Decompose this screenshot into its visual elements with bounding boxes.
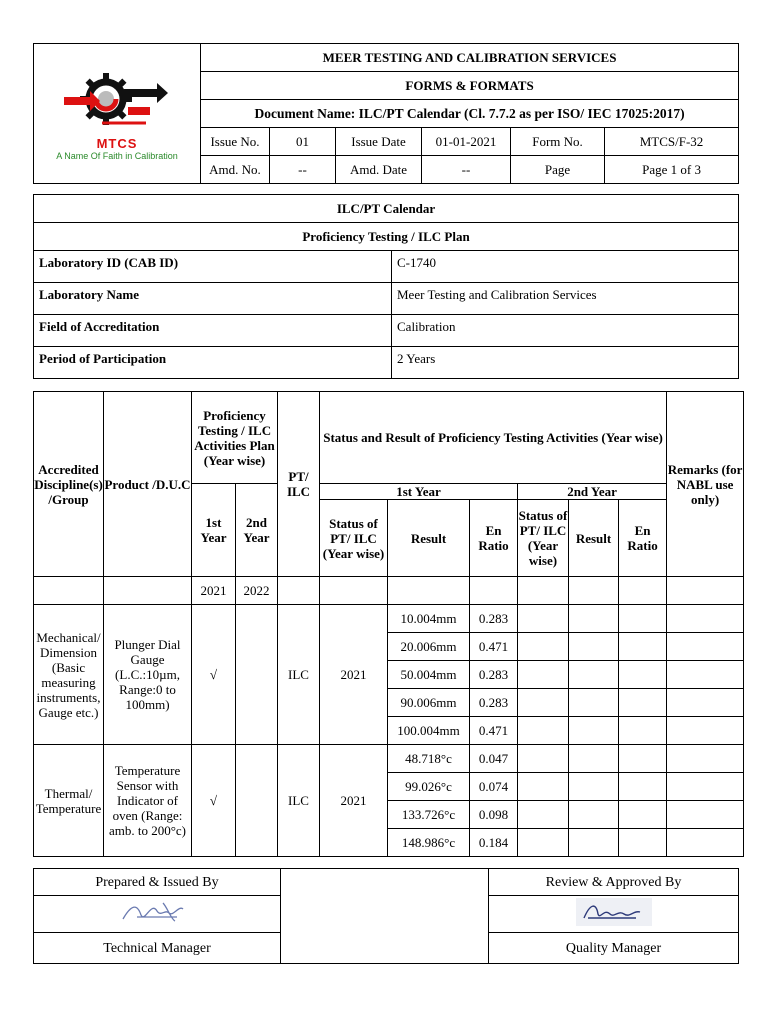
table-cell	[518, 829, 569, 857]
en-ratio-cell: 0.471	[470, 633, 518, 661]
table-cell	[619, 577, 667, 605]
pt-ilc-cell: ILC	[278, 605, 320, 745]
table-cell	[470, 577, 518, 605]
document-header	[33, 43, 739, 184]
en-ratio-cell: 0.047	[470, 745, 518, 773]
table-cell	[667, 661, 744, 689]
checkmark-icon: √	[192, 745, 236, 857]
table-cell	[518, 661, 569, 689]
reviewed-role: Quality Manager	[489, 933, 739, 964]
result-cell: 133.726°c	[388, 801, 470, 829]
discipline-cell: Thermal/ Temperature	[34, 745, 104, 857]
table-cell	[667, 689, 744, 717]
header-second-year: 2nd Year	[518, 484, 667, 500]
table-cell	[569, 829, 619, 857]
amd-no-value: --	[270, 156, 336, 184]
info-label: Period of Participation	[34, 347, 392, 379]
table-cell	[619, 829, 667, 857]
logo-tagline: A Name Of Faith in Calibration	[56, 150, 178, 161]
company-logo	[34, 44, 201, 184]
header-remarks: Remarks (for NABL use only)	[667, 392, 744, 577]
table-cell	[667, 829, 744, 857]
table-cell	[667, 745, 744, 773]
header-plan: Proficiency Testing / ILC Activities Plan (Year wise)	[192, 392, 278, 484]
amd-date-value: --	[422, 156, 511, 184]
pt-activities-table	[33, 391, 744, 857]
table-cell	[619, 801, 667, 829]
info-label: Field of Accreditation	[34, 315, 392, 347]
header-first-year: 1st Year	[320, 484, 518, 500]
table-cell	[569, 605, 619, 633]
table-cell	[619, 633, 667, 661]
table-cell	[518, 605, 569, 633]
table-cell	[236, 745, 278, 857]
header-status-result: Status and Result of Proficiency Testing Activities (Year wise)	[320, 392, 667, 484]
table-cell	[569, 773, 619, 801]
table-cell	[619, 717, 667, 745]
table-cell	[619, 605, 667, 633]
table-cell	[619, 745, 667, 773]
table-cell	[518, 577, 569, 605]
en-ratio-cell: 0.098	[470, 801, 518, 829]
table-cell	[619, 689, 667, 717]
issue-date-label: Issue Date	[336, 128, 422, 156]
table-cell	[569, 745, 619, 773]
en-ratio-cell: 0.283	[470, 661, 518, 689]
table-cell	[667, 717, 744, 745]
table-cell	[569, 717, 619, 745]
company-name: MEER TESTING AND CALIBRATION SERVICES	[201, 44, 739, 72]
document-name: Document Name: ILC/PT Calendar (Cl. 7.7.2 as per ISO/ IEC 17025:2017)	[201, 100, 739, 128]
status-cell: 2021	[320, 605, 388, 745]
result-cell: 90.006mm	[388, 689, 470, 717]
table-cell	[569, 801, 619, 829]
table-cell	[667, 605, 744, 633]
form-no-label: Form No.	[511, 128, 605, 156]
table-cell	[569, 689, 619, 717]
table-cell	[518, 745, 569, 773]
prepared-role: Technical Manager	[34, 933, 281, 964]
reviewed-label: Review & Approved By	[489, 869, 739, 896]
table-cell	[34, 577, 104, 605]
header-discipline: Accredited Discipline(s) /Group	[34, 392, 104, 577]
forms-subtitle: FORMS & FORMATS	[201, 72, 739, 100]
table-cell	[667, 801, 744, 829]
header-plan-year1: 1st Year	[192, 484, 236, 577]
info-value: Meer Testing and Calibration Services	[392, 283, 739, 315]
info-value: Calibration	[392, 315, 739, 347]
page-label: Page	[511, 156, 605, 184]
en-ratio-cell: 0.471	[470, 717, 518, 745]
prepared-label: Prepared & Issued By	[34, 869, 281, 896]
form-no-value: MTCS/F-32	[605, 128, 739, 156]
header-plan-year2: 2nd Year	[236, 484, 278, 577]
amd-date-label: Amd. Date	[336, 156, 422, 184]
page-value: Page 1 of 3	[605, 156, 739, 184]
plan-year2-value: 2022	[236, 577, 278, 605]
info-value: C-1740	[392, 251, 739, 283]
table-cell	[104, 577, 192, 605]
logo-gear-icon	[62, 67, 172, 137]
table-cell	[518, 773, 569, 801]
plan-subtitle: Proficiency Testing / ILC Plan	[34, 223, 739, 251]
result-cell: 50.004mm	[388, 661, 470, 689]
en-ratio-cell: 0.184	[470, 829, 518, 857]
header-result-y2: Result	[569, 500, 619, 577]
table-cell	[569, 661, 619, 689]
plan-year1-value: 2021	[192, 577, 236, 605]
header-en-y2: En Ratio	[619, 500, 667, 577]
header-en-y1: En Ratio	[470, 500, 518, 577]
info-label: Laboratory Name	[34, 283, 392, 315]
table-cell	[236, 605, 278, 745]
checkmark-icon: √	[192, 605, 236, 745]
table-cell	[278, 577, 320, 605]
header-status-y1: Status of PT/ ILC (Year wise)	[320, 500, 388, 577]
table-cell	[667, 577, 744, 605]
result-cell: 10.004mm	[388, 605, 470, 633]
discipline-cell: Mechanical/ Dimension (Basic measuring instruments, Gauge etc.)	[34, 605, 104, 745]
table-cell	[667, 773, 744, 801]
table-cell	[320, 577, 388, 605]
quality-manager-signature	[489, 896, 739, 933]
result-cell: 148.986°c	[388, 829, 470, 857]
signature-icon	[574, 896, 654, 928]
table-cell	[619, 661, 667, 689]
status-cell: 2021	[320, 745, 388, 857]
table-cell	[569, 633, 619, 661]
header-status-y2: Status of PT/ ILC (Year wise)	[518, 500, 569, 577]
en-ratio-cell: 0.283	[470, 689, 518, 717]
en-ratio-cell: 0.283	[470, 605, 518, 633]
pt-ilc-cell: ILC	[278, 745, 320, 857]
header-pt-ilc: PT/ ILC	[278, 392, 320, 577]
result-cell: 99.026°c	[388, 773, 470, 801]
table-cell	[667, 633, 744, 661]
info-label: Laboratory ID (CAB ID)	[34, 251, 392, 283]
result-cell: 100.004mm	[388, 717, 470, 745]
issue-no-label: Issue No.	[201, 128, 270, 156]
table-cell	[388, 577, 470, 605]
product-cell: Plunger Dial Gauge (L.C.:10µm, Range:0 to 100mm)	[104, 605, 192, 745]
table-cell	[518, 717, 569, 745]
table-cell	[281, 869, 489, 964]
calendar-title: ILC/PT Calendar	[34, 195, 739, 223]
table-cell	[518, 801, 569, 829]
result-cell: 20.006mm	[388, 633, 470, 661]
table-cell	[569, 577, 619, 605]
table-cell	[518, 633, 569, 661]
result-cell: 48.718°c	[388, 745, 470, 773]
en-ratio-cell: 0.074	[470, 773, 518, 801]
signature-icon	[117, 897, 197, 927]
technical-manager-signature	[34, 896, 281, 933]
info-value: 2 Years	[392, 347, 739, 379]
header-product: Product /D.U.C	[104, 392, 192, 577]
amd-no-label: Amd. No.	[201, 156, 270, 184]
header-result-y1: Result	[388, 500, 470, 577]
lab-info-table	[33, 194, 739, 379]
logo-text: MTCS	[96, 135, 138, 151]
table-cell	[619, 773, 667, 801]
signature-footer	[33, 868, 739, 964]
issue-date-value: 01-01-2021	[422, 128, 511, 156]
table-cell	[518, 689, 569, 717]
product-cell: Temperature Sensor with Indicator of oven (Range: amb. to 200°c)	[104, 745, 192, 857]
issue-no-value: 01	[270, 128, 336, 156]
